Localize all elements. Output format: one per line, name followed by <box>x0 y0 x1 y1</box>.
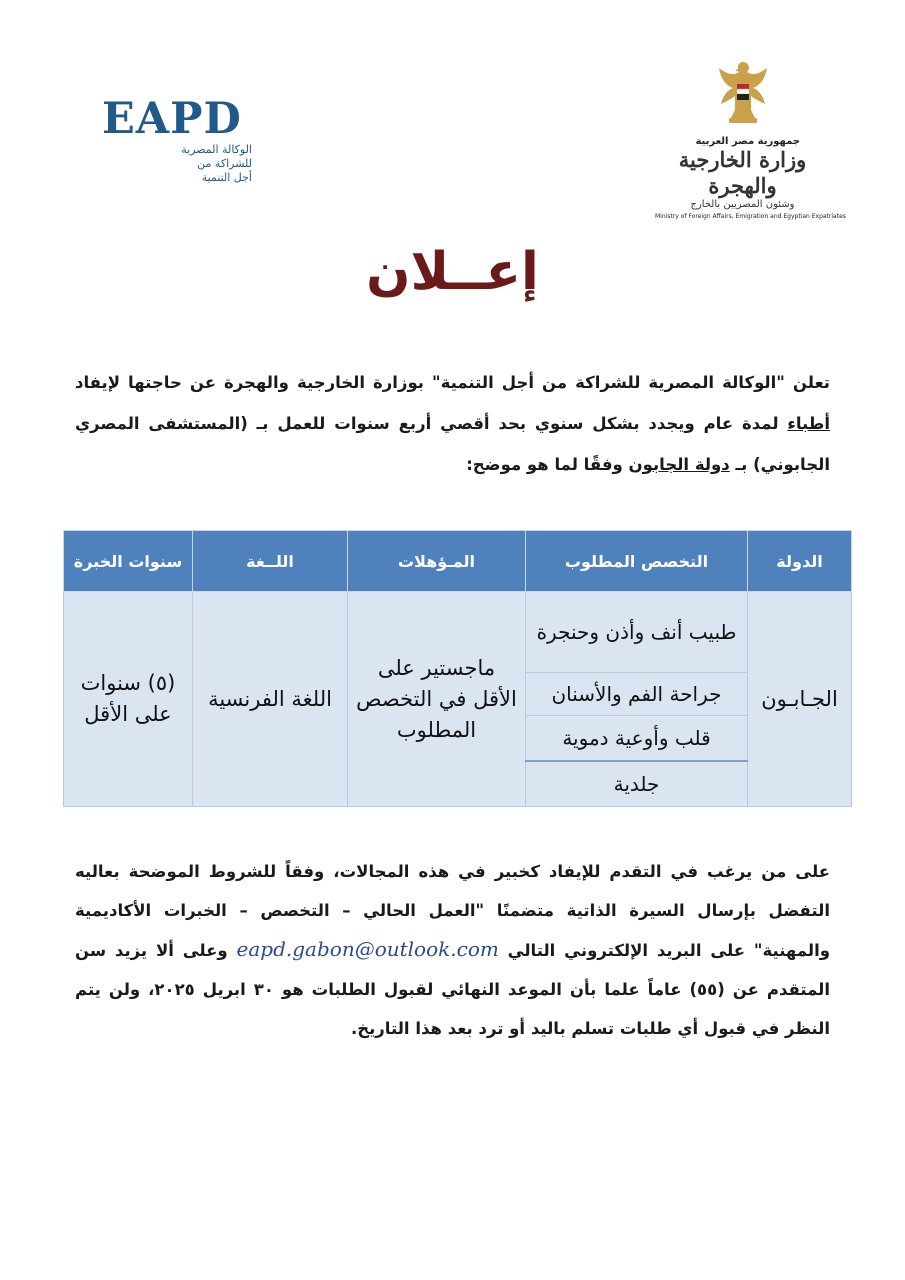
header-qualifications: المـؤهلات <box>348 531 526 592</box>
intro-doctors: أطباء <box>787 414 830 433</box>
eapd-arabic-name <box>102 143 252 185</box>
ministry-logo <box>655 58 846 220</box>
ministry-english-name: Ministry of Foreign Affairs, Emigration and Egyptian Expatriates <box>655 213 846 220</box>
eapd-ar-line-1: الوكالة المصرية <box>181 143 252 156</box>
ministry-republic-label: جمهورية مصر العربية <box>695 136 800 147</box>
body-text-1: على من يرغب في التقدم للإيفاد كخبير في هذه المجالات، وفقاً للشروط الموضحة بعاليه التفضل بإرسال السيرة الذاتية متضمنًا "العمل الحالي – التخصص – الخبرات الأكاديمية والمهنية" على البريد الإلكتروني التالي <box>75 862 830 960</box>
egypt-eagle-icon <box>713 58 773 128</box>
cell-specialty-2: جراحة الفم والأسنان <box>526 673 748 716</box>
ministry-name: وزارة الخارجية والهجرة <box>678 147 807 198</box>
instructions-paragraph <box>75 852 830 1048</box>
table-row <box>64 592 852 673</box>
jobs-table <box>63 530 852 807</box>
announcement-title: إعــلان <box>366 242 539 302</box>
eapd-logo <box>102 95 262 190</box>
cell-specialty-4: جلدية <box>526 761 748 807</box>
header-experience: سنوات الخبرة <box>64 531 193 592</box>
intro-country: دولة الجابون <box>628 455 730 474</box>
cell-specialty-1: طبيب أنف وأذن وحنجرة <box>526 592 748 673</box>
body-text-2: وعلى ألا يزيد سن المتقدم عن (٥٥) عاماً علما بأن الموعد النهائي لقبول الطلبات هو ٣٠ ابريل ٢٠٢٥، ولن يتم النظر في قبول أي طلبات تسلم باليد أو ترد بعد هذا التاريخ. <box>75 941 830 1038</box>
cell-language: اللغة الفرنسية <box>193 592 348 807</box>
eapd-ar-line-3: أجل التنمية <box>201 171 252 184</box>
cell-experience: (٥) سنوات على الأقل <box>64 592 193 807</box>
eapd-ar-line-2: للشراكة من <box>197 157 252 170</box>
email-link[interactable]: eapd.gabon@outlook.com <box>236 937 499 961</box>
intro-text-2: لمدة عام ويجدد بشكل سنوي بحد أقصي أربع سنوات للعمل بـ (المستشفى المصري الجابوني) بـ <box>75 414 830 474</box>
intro-text-1: تعلن "الوكالة المصرية للشراكة من أجل التنمية" بوزارة الخارجية والهجرة عن حاجتها لإيفاد <box>75 373 830 392</box>
intro-paragraph <box>75 362 830 485</box>
cell-specialty-3: قلب وأوعية دموية <box>526 716 748 762</box>
eapd-wordmark: EAPD <box>102 94 242 144</box>
intro-text-3: وفقًا لما هو موضح: <box>466 455 629 474</box>
table-header-row <box>64 531 852 592</box>
ministry-subtitle: وشئون المصريين بالخارج <box>690 199 795 210</box>
header-language: اللــغة <box>193 531 348 592</box>
header-specialty: التخصص المطلوب <box>526 531 748 592</box>
cell-country: الجـابـون <box>748 592 852 807</box>
header-country: الدولة <box>748 531 852 592</box>
cell-qualifications: ماجستير على الأقل في التخصص المطلوب <box>348 592 526 807</box>
